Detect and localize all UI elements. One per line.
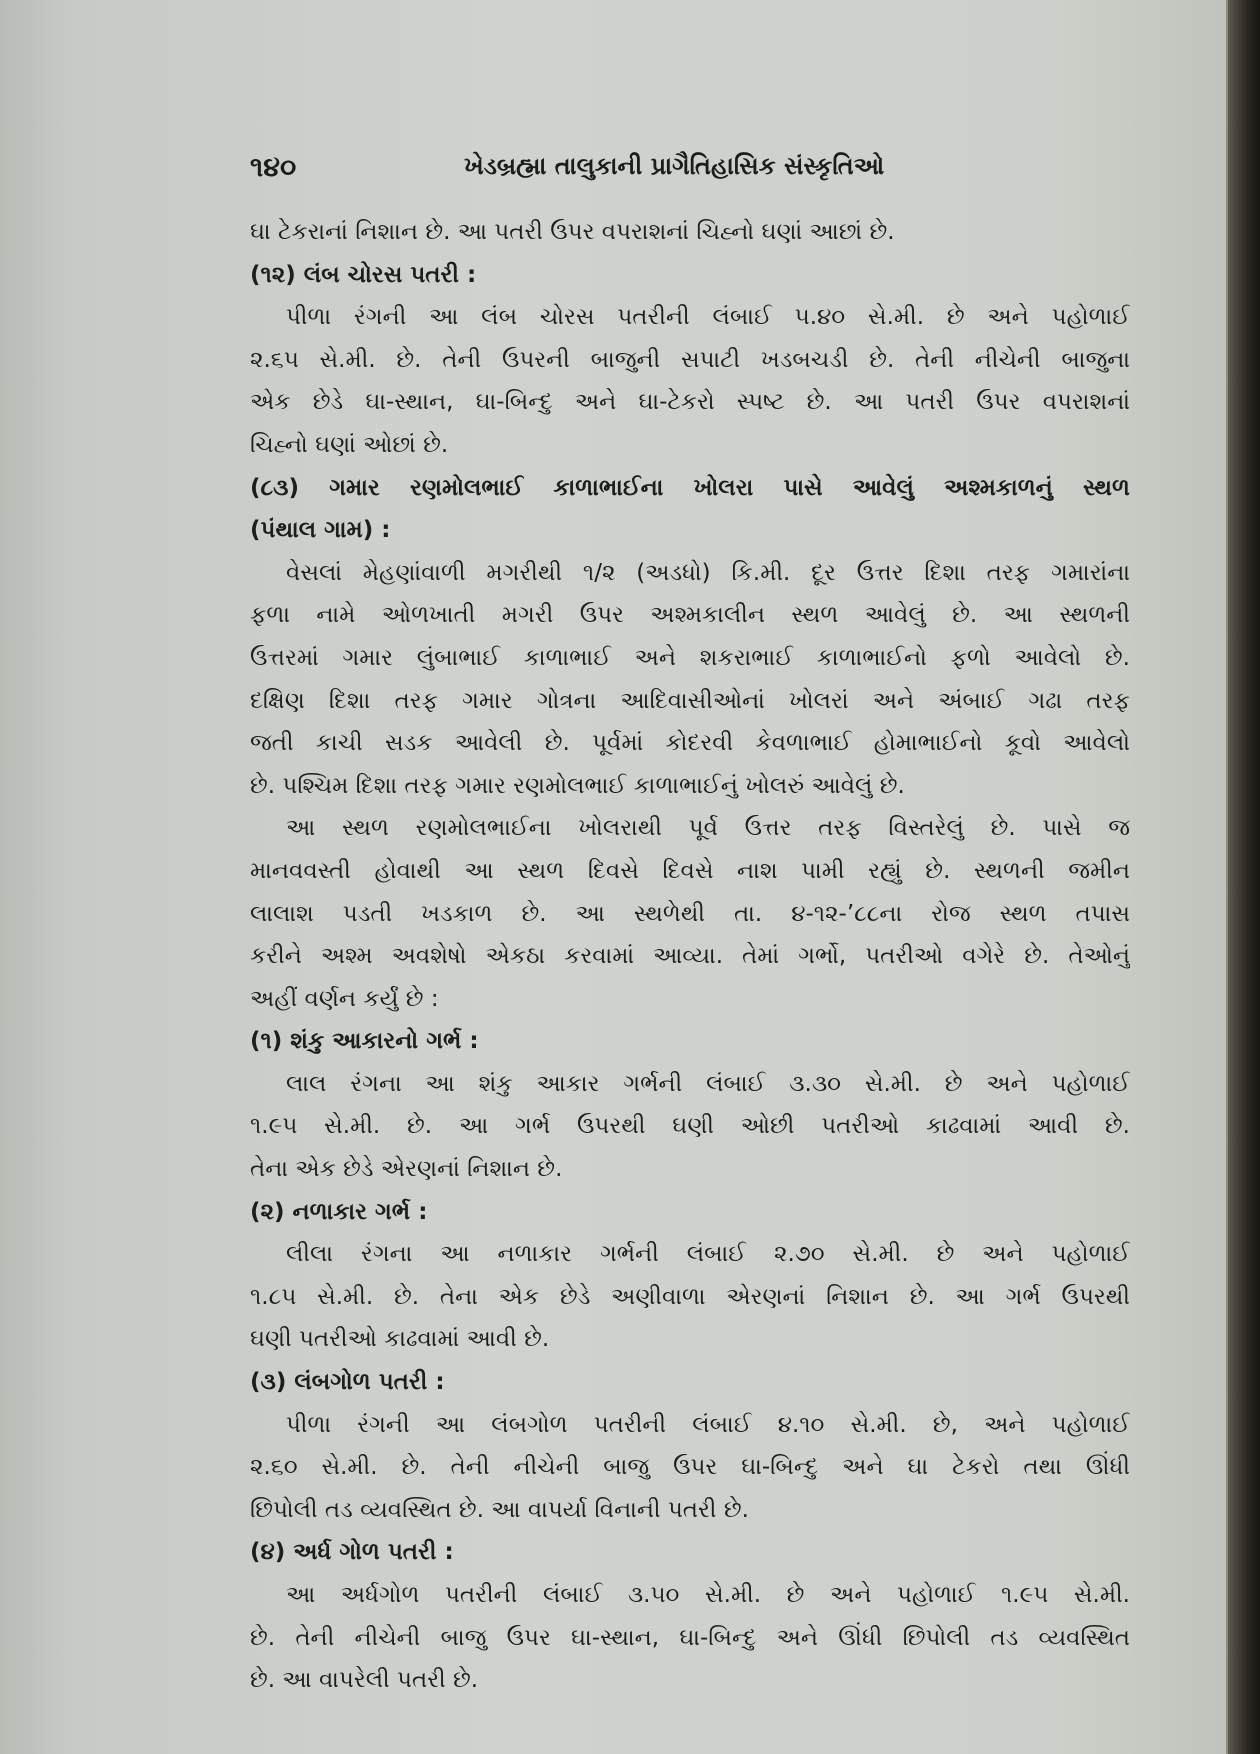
text-line: છે. તેની નીચેની બાજુ ઉપર ઘા-સ્થાન, ઘા-બિન્દુ અને ઊંધી છિપોલી તડ વ્યવસ્થિત <box>250 1624 1130 1651</box>
text-line: ઘા ટેકરાનાં નિશાન છે. આ પતરી ઉપર વપરાશનાં ચિહ્નો ઘણાં આછાં છે. <box>250 219 895 245</box>
book-spine-edge <box>1228 0 1260 1754</box>
text-line: ઉત્તરમાં ગમાર લુંબાભાઈ કાળાભાઈ અને શકરાભાઈ કાળાભાઈનો ફળો આવેલો છે. <box>250 644 1130 671</box>
section-heading: (૨) નળાકાર ગર્ભ : <box>250 1198 428 1225</box>
text-line: માનવવસ્તી હોવાથી આ સ્થળ દિવસે દિવસે નાશ પામી રહ્યું છે. સ્થળની જમીન <box>250 857 1130 884</box>
text-line: પીળા રંગની આ લંબ ચોરસ પતરીની લંબાઈ ૫.૪૦ સે.મી. છે અને પહોળાઈ <box>286 304 1130 331</box>
text-line: ૧.૯૫ સે.મી. છે. આ ગર્ભ ઉપરથી ઘણી ઓછી પતરીઓ કાઢવામાં આવી છે. <box>250 1113 1130 1140</box>
text-line: એક છેડે ઘા-સ્થાન, ઘા-બિન્દુ અને ઘા-ટેકરો સ્પષ્ટ છે. આ પતરી ઉપર વપરાશનાં <box>250 389 1130 416</box>
text-line: દક્ષિણ દિશા તરફ ગમાર ગોત્રના આદિવાસીઓનાં ખોલરાં અને અંબાઈ ગઢા તરફ <box>250 687 1130 714</box>
section-heading: (૩) લંબગોળ પતરી : <box>250 1369 445 1396</box>
text-line: કરીને અશ્મ અવશેષો એકઠા કરવામાં આવ્યા. તેમાં ગર્ભો, પતરીઓ વગેરે છે. તેઓનું <box>250 943 1130 970</box>
text-line: ૧.૮૫ સે.મી. છે. તેના એક છેડે અણીવાળા એરણનાં નિશાન છે. આ ગર્ભ ઉપરથી <box>250 1283 1130 1310</box>
section-heading: (૮૩) ગમાર રણમોલભાઈ કાળાભાઈના ખોલરા પાસે આવેલું અશ્મકાળનું સ્થળ <box>250 474 1130 501</box>
text-line: લીલા રંગના આ નળાકાર ગર્ભની લંબાઈ ૨.૭૦ સે.મી. છે અને પહોળાઈ <box>286 1241 1130 1268</box>
section-heading: (૧૨) લંબ ચોરસ પતરી : <box>250 261 477 288</box>
body-text <box>250 211 1130 1702</box>
text-line: છે. પશ્ચિમ દિશા તરફ ગમાર રણમોલભાઈ કાળાભાઈનું ખોલરું આવેલું છે. <box>250 772 905 799</box>
text-line: ઘણી પતરીઓ કાઢવામાં આવી છે. <box>250 1326 550 1353</box>
text-line: લાલ રંગના આ શંકુ આકાર ગર્ભની લંબાઈ ૩.૩૦ સે.મી. છે અને પહોળાઈ <box>286 1070 1130 1097</box>
text-line: લાલાશ પડતી ખડકાળ છે. આ સ્થળેથી તા. ૪-૧૨-’૮૮ના રોજ સ્થળ તપાસ <box>250 900 1130 927</box>
text-line: ફળા નામે ઓળખાતી મગરી ઉપર અશ્મકાલીન સ્થળ આવેલું છે. આ સ્થળની <box>250 602 1130 629</box>
text-line: ચિહ્નો ઘણાં ઓછાં છે. <box>250 431 449 458</box>
text-line: આ સ્થળ રણમોલભાઈના ખોલરાથી પૂર્વ ઉત્તર તરફ વિસ્તરેલું છે. પાસે જ <box>286 815 1130 842</box>
page-header <box>250 152 910 192</box>
text-line: જતી કાચી સડક આવેલી છે. પૂર્વમાં કોદરવી કેવળાભાઈ હોમાભાઈનો કૂવો આવેલો <box>250 730 1130 757</box>
text-line: પીળા રંગની આ લંબગોળ પતરીની લંબાઈ ૪.૧૦ સે.મી. છે, અને પહોળાઈ <box>286 1411 1130 1438</box>
text-line: તેના એક છેડે એરણનાં નિશાન છે. <box>250 1156 563 1183</box>
section-heading: (પંથાલ ગામ) : <box>250 517 391 544</box>
text-line: છે. આ વાપરેલી પતરી છે. <box>250 1667 479 1694</box>
section-heading: (૧) શંકુ આકારનો ગર્ભ : <box>250 1028 479 1055</box>
page-number: ૧૪૦ <box>250 152 297 183</box>
text-line: ૨.૬૫ સે.મી. છે. તેની ઉપરની બાજુની સપાટી ખડબચડી છે. તેની નીચેની બાજુના <box>250 346 1130 373</box>
text-line: અહીં વર્ણન કર્યું છે : <box>250 985 439 1012</box>
text-line: છિપોલી તડ વ્યવસ્થિત છે. આ વાપર્યા વિનાની પતરી છે. <box>250 1496 749 1523</box>
text-line: વેસલાં મેહણાંવાળી મગરીથી ૧/૨ (અડધો) કિ.મી. દૂર ઉત્તર દિશા તરફ ગમારાંના <box>286 559 1130 586</box>
text-line: આ અર્ધગોળ પતરીની લંબાઈ ૩.૫૦ સે.મી. છે અને પહોળાઈ ૧.૯૫ સે.મી. <box>286 1582 1130 1608</box>
section-heading: (૪) અર્ધ ગોળ પતરી : <box>250 1539 454 1566</box>
running-title: ખેડબ્રહ્મા તાલુકાની પ્રાગૈતિહાસિક સંસ્કૃતિઓ <box>464 152 885 180</box>
text-line: ૨.૬૦ સે.મી. છે. તેની નીચેની બાજુ ઉપર ઘા-બિન્દુ અને ઘા ટેકરો તથા ઊંધી <box>250 1454 1130 1481</box>
